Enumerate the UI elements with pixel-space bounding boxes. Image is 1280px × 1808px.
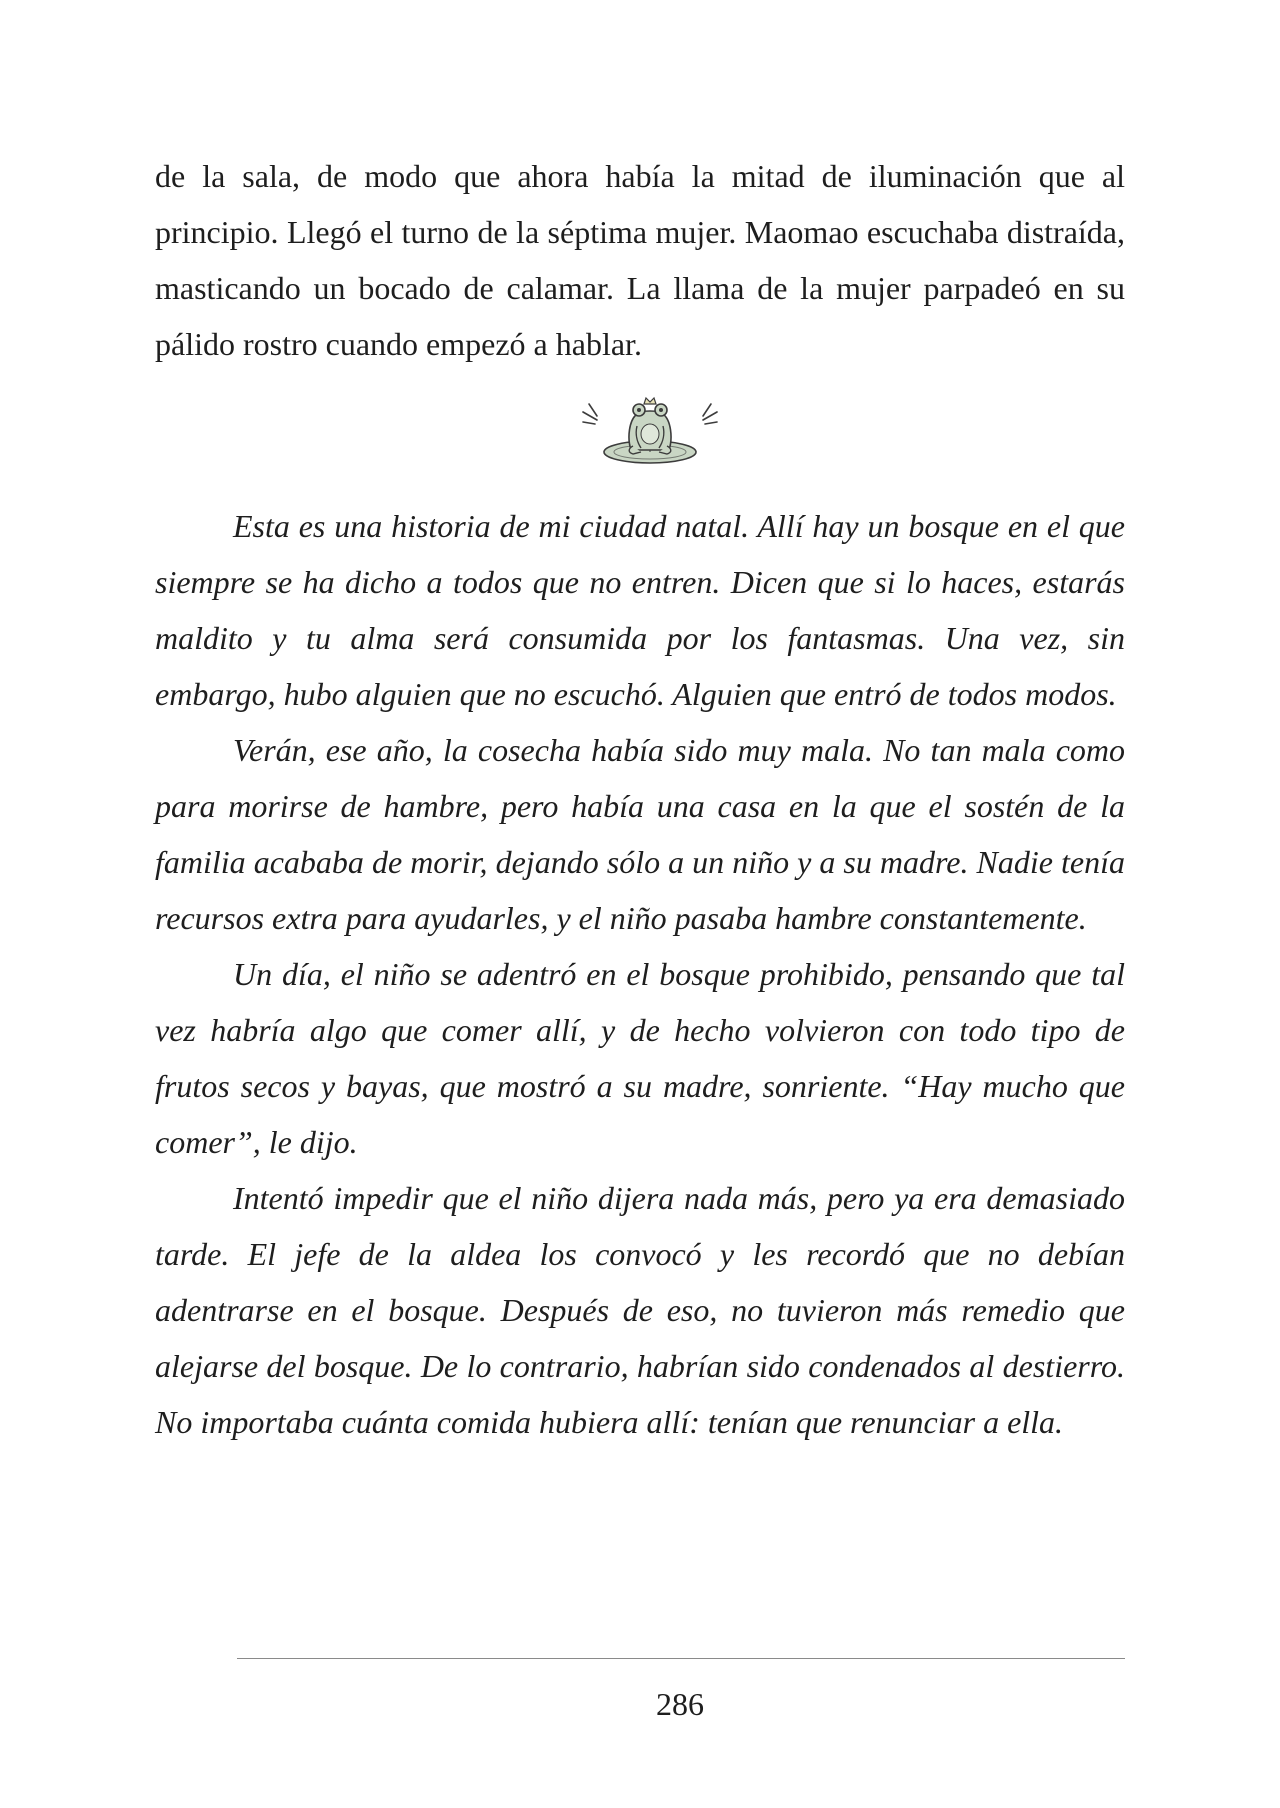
page-number: 286 [656, 1686, 704, 1722]
intro-paragraph: de la sala, de modo que ahora había la mitad de iluminación que al principio. Llegó el turno de la séptima mujer. Maomao escuchaba distraída, masticando un bocado de calamar. La llama de la mujer parpadeó en su pálido rostro cuando empezó a hablar. [155, 158, 1125, 362]
story-paragraph-4: Intentó impedir que el niño dijera nada más, pero ya era demasiado tarde. El jefe de la aldea los convocó y les recordó que no debían adentrarse en el bosque. Después de eso, no tuvieron más remedio que alejarse del bosque. De lo contrario, habrían sido condenados al destierro. No importaba cuánta comida hubiera allí: tenían que renunciar a ella. [155, 1180, 1125, 1440]
story-block [155, 498, 1125, 1450]
footer-rule [237, 1658, 1125, 1659]
intro-paragraph-block [155, 148, 1125, 372]
frog-on-lily-pad-icon [575, 390, 725, 470]
story-paragraph-2: Verán, ese año, la cosecha había sido muy mala. No tan mala como para morirse de hambre, pero había una casa en la que el sostén de la familia acababa de morir, dejando sólo a un niño y a su madre. Nadie tenía recursos extra para ayudarles, y el niño pasaba hambre constantemente. [155, 732, 1125, 936]
story-paragraph-3: Un día, el niño se adentró en el bosque prohibido, pensando que tal vez habría algo que comer allí, y de hecho volvieron con todo tipo de frutos secos y bayas, que mostró a su madre, sonriente. “Hay mucho que comer”, le dijo. [155, 956, 1125, 1160]
story-paragraph-1: Esta es una historia de mi ciudad natal. Allí hay un bosque en el que siempre se ha dicho a todos que no entren. Dicen que si lo haces, estarás maldito y tu alma será consumida por los fantasmas. Una vez, sin embargo, hubo alguien que no escuchó. Alguien que entró de todos modos. [155, 508, 1125, 712]
